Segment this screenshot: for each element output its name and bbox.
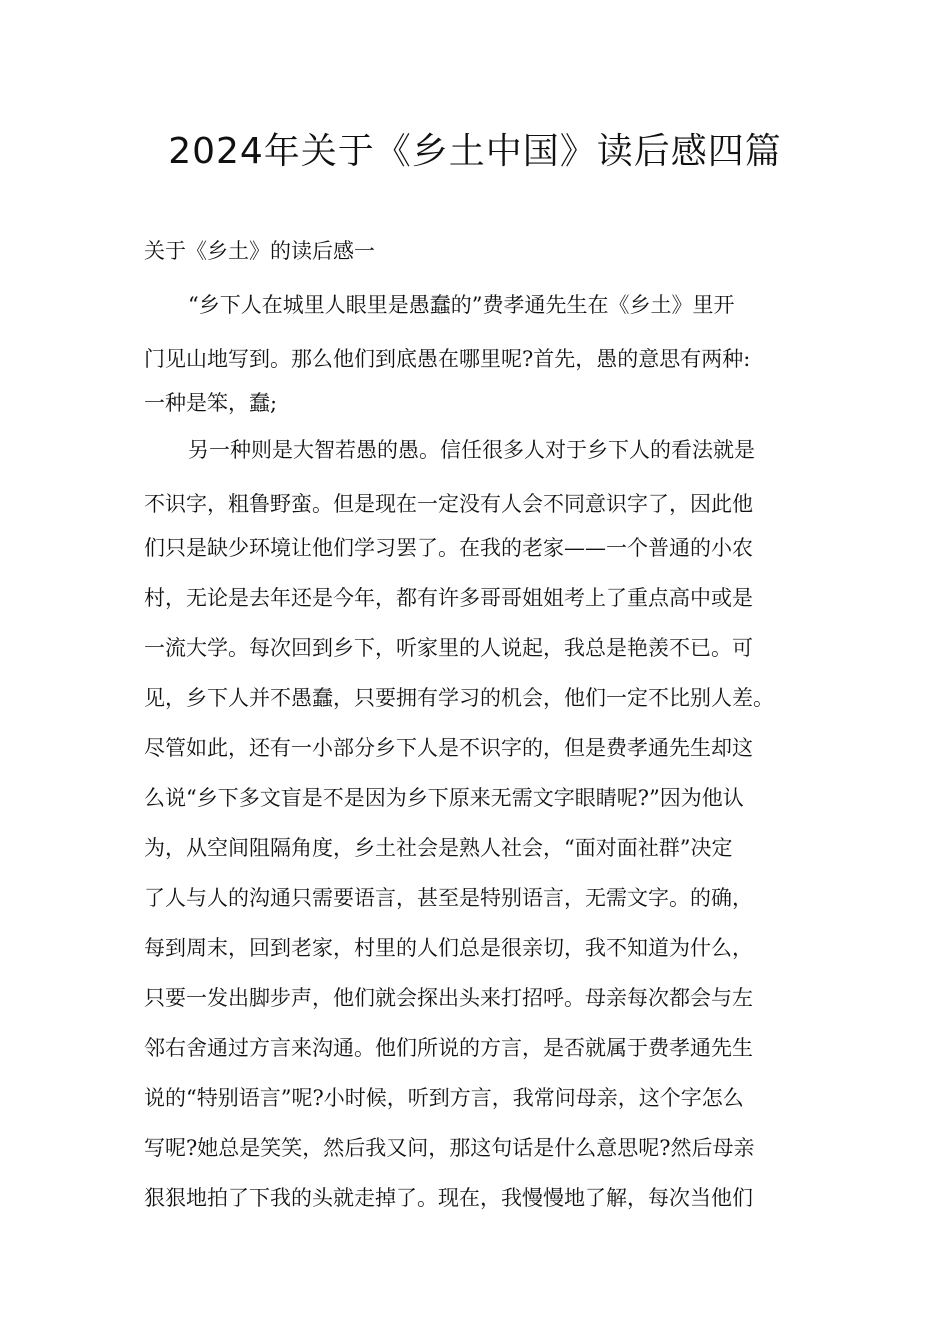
paragraph-line: 尽管如此，还有一小部分乡下人是不识字的，但是费孝通先生却这 <box>144 736 753 760</box>
paragraph-line: 只要一发出脚步声，他们就会探出头来打招呼。母亲每次都会与左 <box>144 986 753 1010</box>
paragraph-line: 么说“乡下多文盲是不是因为乡下原来无需文字眼睛呢?”因为他认 <box>144 786 744 810</box>
paragraph-line: “乡下人在城里人眼里是愚蠢的”费孝通先生在《乡土》里开 <box>188 293 735 317</box>
paragraph-line: 说的“特别语言”呢?小时候，听到方言，我常问母亲，这个字怎么 <box>144 1086 744 1110</box>
paragraph-line: 邻右舍通过方言来沟通。他们所说的方言，是否就属于费孝通先生 <box>144 1036 753 1060</box>
paragraph-line: 门见山地写到。那么他们到底愚在哪里呢?首先，愚的意思有两种: <box>144 347 751 371</box>
paragraph-line: 村，无论是去年还是今年，都有许多哥哥姐姐考上了重点高中或是 <box>144 586 753 610</box>
paragraph-line: 见，乡下人并不愚蠢，只要拥有学习的机会，他们一定不比别人差。 <box>144 686 774 710</box>
paragraph-line: 们只是缺少环境让他们学习罢了。在我的老家——一个普通的小农 <box>144 536 753 560</box>
paragraph-line: 写呢?她总是笑笑，然后我又问，那这句话是什么意思呢?然后母亲 <box>144 1136 755 1160</box>
paragraph-line: 了人与人的沟通只需要语言，甚至是特别语言，无需文字。的确， <box>144 886 753 910</box>
section-heading: 关于《乡土》的读后感一 <box>144 239 375 263</box>
paragraph-line: 为，从空间阻隔角度，乡土社会是熟人社会，“面对面社群”决定 <box>144 836 733 860</box>
paragraph-line: 一流大学。每次回到乡下，听家里的人说起，我总是艳羡不已。可 <box>144 636 753 660</box>
paragraph-line: 一种是笨，蠢; <box>144 391 278 415</box>
paragraph-line: 另一种则是大智若愚的愚。信任很多人对于乡下人的看法就是 <box>188 438 755 462</box>
paragraph-line: 狠狠地拍了下我的头就走掉了。现在，我慢慢地了解，每次当他们 <box>144 1186 753 1210</box>
paragraph-line: 不识字，粗鲁野蛮。但是现在一定没有人会不同意识字了，因此他 <box>144 492 753 516</box>
paragraph-line: 每到周末，回到老家，村里的人们总是很亲切，我不知道为什么， <box>144 936 753 960</box>
document-title: 2024年关于《乡土中国》读后感四篇 <box>168 131 782 172</box>
